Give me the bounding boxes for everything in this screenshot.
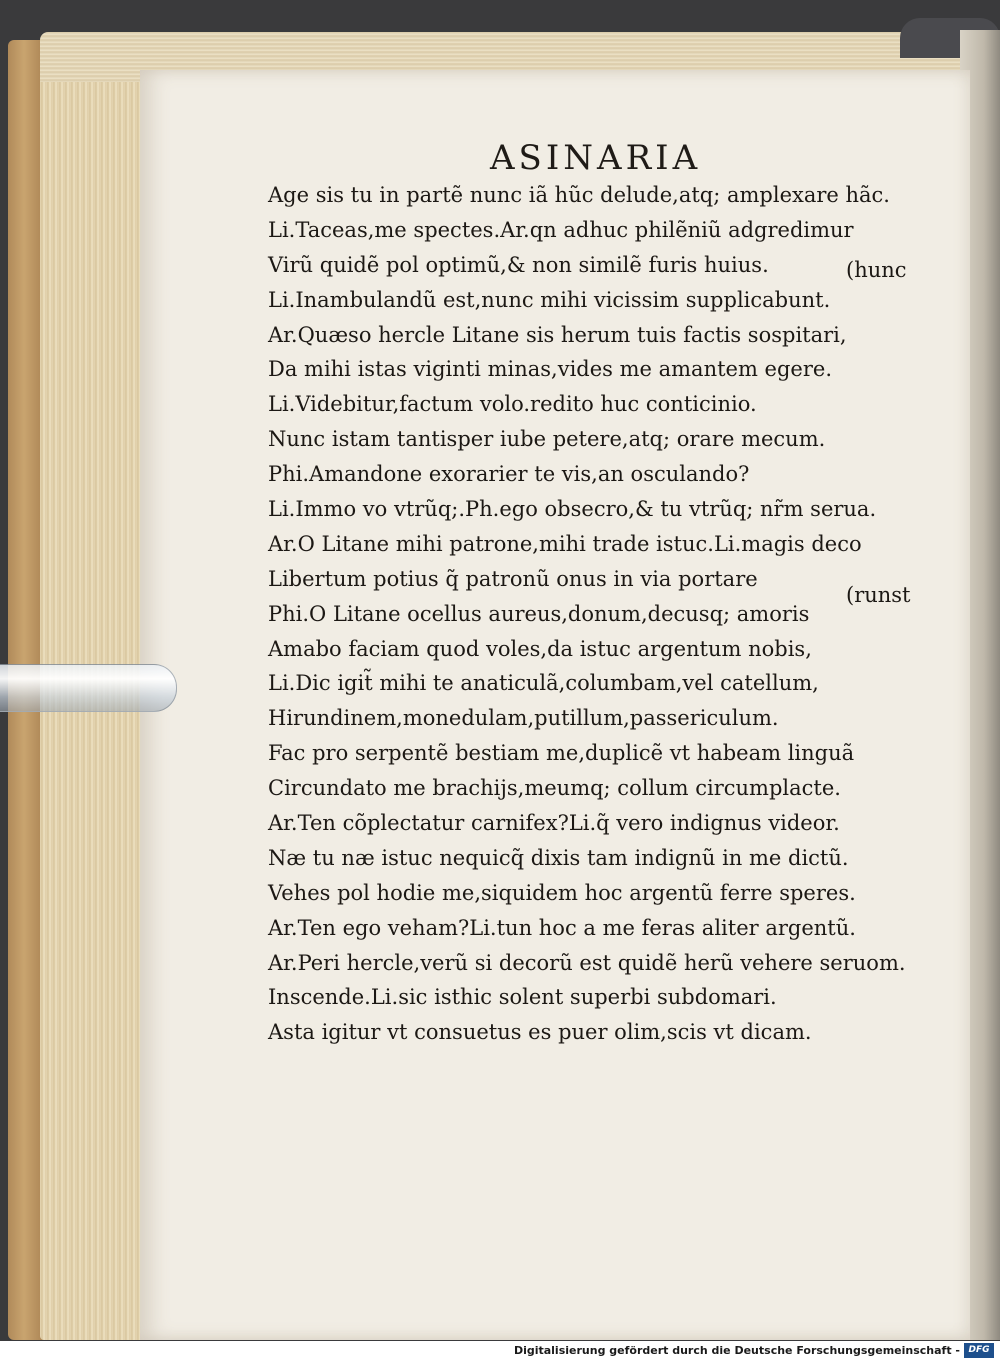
text-line: Fac pro serpentẽ bestiam me,duplicẽ vt habeam linguã (268, 741, 855, 766)
text-line: Asta igitur vt consuetus es puer olim,scis vt dicam. (268, 1020, 812, 1045)
footer-credit: Digitalisierung gefördert durch die Deutsche Forschungsgemeinschaft - (513, 1344, 960, 1357)
text-line: Ar.O Litane mihi patrone,mihi trade istuc.Li.magis deco (268, 531, 862, 556)
margin-note-runst: (runst (846, 583, 911, 607)
text-line: Li.Videbitur,factum volo.redito huc conticinio. (268, 392, 757, 417)
text-line: Ar.Ten cõplectatur carnifex?Li.q̃ vero indignus videor. (268, 811, 840, 836)
text-line: Ar.Ten ego veham?Li.tun hoc a me feras aliter argentũ. (268, 915, 856, 940)
text-line: Ar.Peri hercle,verũ si decorũ est quidẽ herũ vehere seruom. (268, 950, 906, 975)
text-line: Vehes pol hodie me,siquidem hoc argentũ ferre speres. (268, 880, 856, 905)
text-line: Virũ quidẽ pol optimũ,& non similẽ furis huius. (268, 252, 769, 277)
running-head: ASINARIA (490, 138, 702, 178)
text-line: Nunc istam tantisper iube petere,atq; orare mecum. (268, 427, 826, 452)
text-line: Phi.Amandone exorarier te vis,an osculando? (268, 462, 750, 487)
text-line: Circundato me brachijs,meumq; collum circumplacte. (268, 776, 841, 801)
text-line: Age sis tu in partẽ nunc iã hũc delude,atq; amplexare hãc. (268, 183, 890, 207)
text-line: Phi.O Litane ocellus aureus,donum,decusq; amoris (268, 601, 810, 626)
text-line: Libertum potius q̃ patronũ onus in via portare (268, 566, 758, 591)
text-line: Li.Dic igit̃ mihi te anaticulã,columbam,vel catellum, (268, 671, 819, 696)
text-line: Inscende.Li.sic isthic solent superbi subdomari. (268, 985, 777, 1010)
text-line: Li.Inambulandũ est,nunc mihi vicissim supplicabunt. (268, 287, 831, 312)
text-line: Da mihi istas viginti minas,vides me amantem egere. (268, 357, 832, 382)
text-line: Næ tu næ istuc nequicq̃ dixis tam indignũ in me dictũ. (268, 845, 849, 870)
page-holder-stick (0, 664, 177, 712)
text-block (268, 178, 928, 1050)
text-line: Li.Taceas,me spectes.Ar.qn adhuc philẽniũ adgredimur (268, 217, 854, 242)
text-line: Hirundinem,monedulam,putillum,passericulum. (268, 706, 779, 731)
text-line: Li.Immo vo vtrũq;.Ph.ego obsecro,& tu vtrũq; nr̃m serua. (268, 497, 877, 522)
margin-note-hunc: (hunc (846, 258, 907, 282)
text-line: Ar.Quæso hercle Litane sis herum tuis factis sospitari, (268, 322, 847, 347)
dfg-logo: DFG (964, 1343, 994, 1358)
text-line: Amabo faciam quod voles,da istuc argentum nobis, (268, 636, 812, 661)
